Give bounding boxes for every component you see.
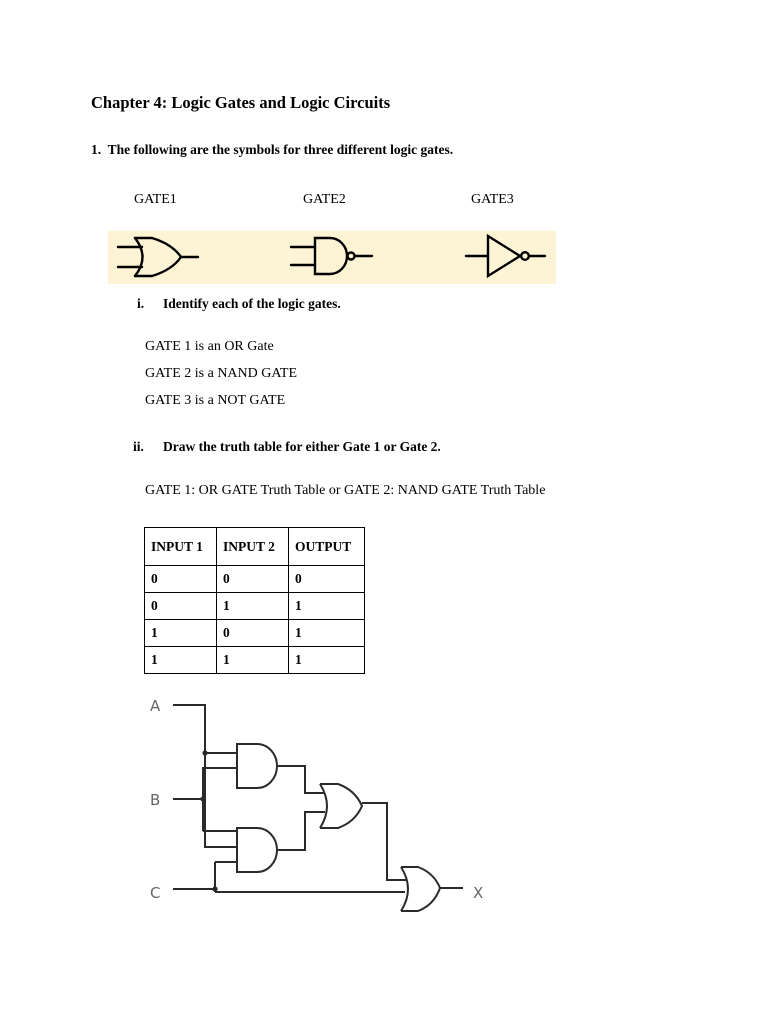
or-gate-icon [320, 784, 362, 828]
table-cell: 0 [289, 566, 365, 593]
question-text: The following are the symbols for three different logic gates. [107, 142, 454, 157]
output-x-label: X [473, 884, 484, 902]
gate2-label: GATE2 [303, 192, 346, 207]
header-output: OUTPUT [289, 528, 365, 566]
header-input-2: INPUT 2 [217, 528, 289, 566]
answer-gate2: GATE 2 is a NAND GATE [145, 366, 298, 381]
table-cell: 1 [289, 647, 365, 674]
gate3-label: GATE3 [471, 192, 514, 207]
gate1-label: GATE1 [134, 192, 177, 207]
or-gate-icon [401, 867, 440, 911]
truth-table-caption: GATE 1: OR GATE Truth Table or GATE 2: NAND GATE Truth Table [145, 483, 546, 498]
part-ii-numeral: ii. [133, 439, 144, 454]
table-cell: 0 [217, 620, 289, 647]
part-ii-text: Draw the truth table for either Gate 1 or Gate 2. [163, 439, 441, 454]
part-i-text: Identify each of the logic gates. [163, 296, 341, 311]
table-cell: 1 [217, 593, 289, 620]
table-cell: 0 [145, 566, 217, 593]
table-cell: 0 [145, 593, 217, 620]
input-a-label: A [150, 697, 161, 715]
answer-gate1: GATE 1 is an OR Gate [145, 339, 274, 354]
part-i-numeral: i. [137, 296, 145, 311]
table-cell: 0 [217, 566, 289, 593]
table-cell: 1 [145, 647, 217, 674]
table-cell: 1 [289, 620, 365, 647]
and-gate-icon [237, 744, 277, 788]
table-cell: 1 [145, 620, 217, 647]
input-b-label: B [150, 791, 161, 809]
input-c-label: C [150, 884, 161, 902]
and-gate-icon [237, 828, 277, 872]
table-cell: 1 [217, 647, 289, 674]
chapter-title: Chapter 4: Logic Gates and Logic Circuits [91, 93, 391, 112]
circuit-wires [173, 705, 463, 892]
question-number: 1. [91, 142, 102, 157]
answer-gate3: GATE 3 is a NOT GATE [145, 393, 286, 408]
table-cell: 1 [289, 593, 365, 620]
header-input-1: INPUT 1 [145, 528, 217, 566]
